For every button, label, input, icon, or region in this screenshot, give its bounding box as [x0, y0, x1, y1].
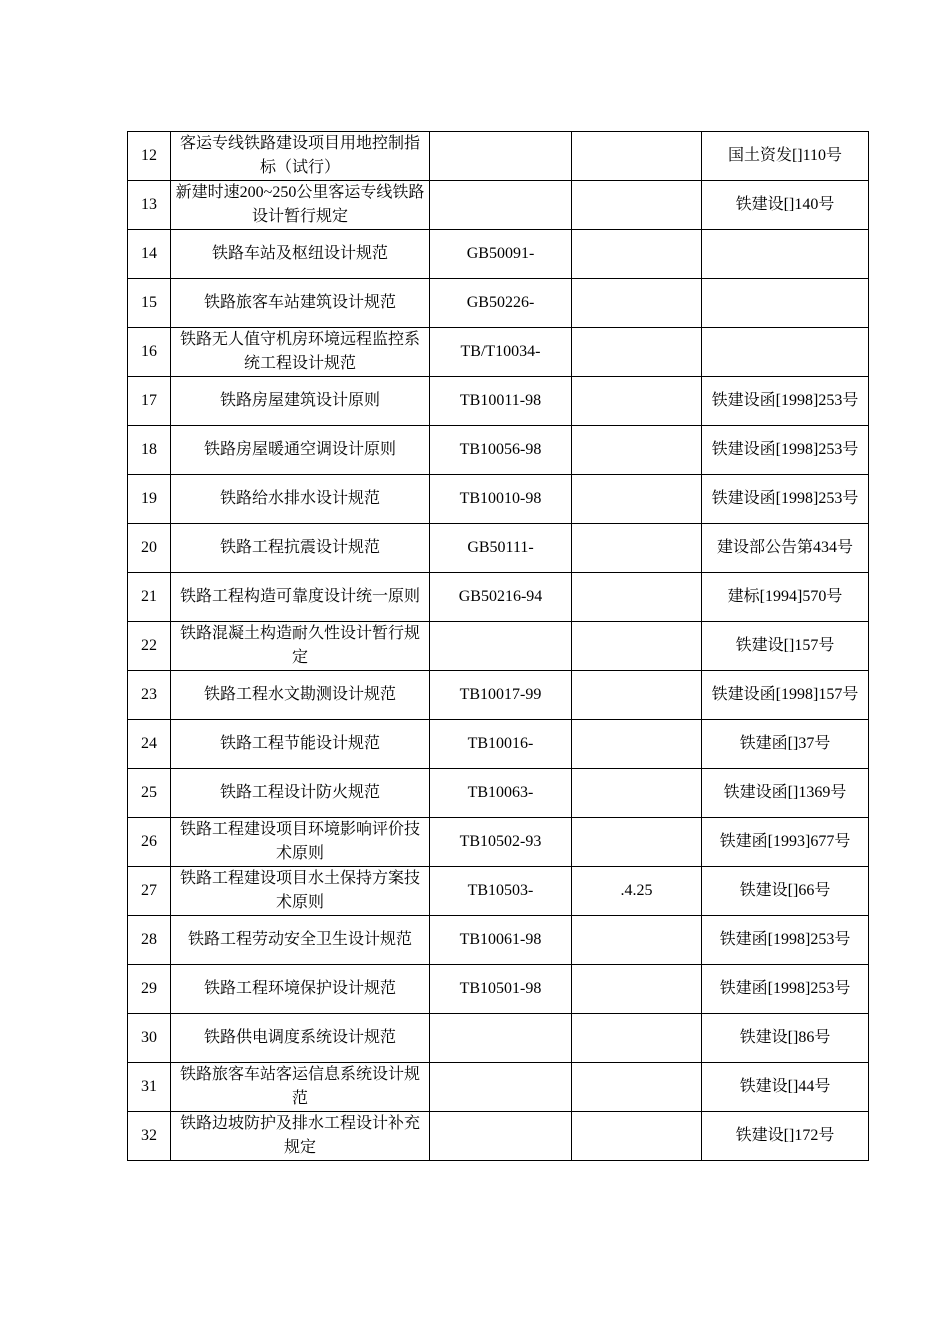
approval-document-cell: 铁建设[]66号 [702, 867, 869, 916]
standard-name-cell: 铁路车站及枢纽设计规范 [171, 230, 430, 279]
row-number-cell: 25 [128, 769, 171, 818]
standard-code-cell: TB10061-98 [430, 916, 572, 965]
row-number-cell: 21 [128, 573, 171, 622]
table-row [128, 328, 869, 377]
approval-document-cell: 铁建设函[]1369号 [702, 769, 869, 818]
row-number-cell: 32 [128, 1112, 171, 1161]
effective-date-cell [572, 132, 702, 181]
approval-document-cell: 国土资发[]110号 [702, 132, 869, 181]
row-number-cell: 12 [128, 132, 171, 181]
effective-date-cell [572, 769, 702, 818]
standard-name-cell: 铁路工程环境保护设计规范 [171, 965, 430, 1014]
approval-document-cell [702, 279, 869, 328]
standard-name-cell: 铁路给水排水设计规范 [171, 475, 430, 524]
approval-document-cell: 铁建设函[1998]253号 [702, 426, 869, 475]
table-row [128, 230, 869, 279]
row-number-cell: 15 [128, 279, 171, 328]
standard-name-cell: 铁路工程节能设计规范 [171, 720, 430, 769]
approval-document-cell: 铁建函[1998]253号 [702, 965, 869, 1014]
table-row [128, 377, 869, 426]
table-row [128, 1014, 869, 1063]
effective-date-cell [572, 622, 702, 671]
standard-name-cell: 铁路工程构造可靠度设计统一原则 [171, 573, 430, 622]
row-number-cell: 13 [128, 181, 171, 230]
standard-code-cell [430, 1063, 572, 1112]
standard-code-cell: TB10056-98 [430, 426, 572, 475]
standard-code-cell: TB10502-93 [430, 818, 572, 867]
standard-name-cell: 铁路工程水文勘测设计规范 [171, 671, 430, 720]
effective-date-cell [572, 279, 702, 328]
table-row [128, 573, 869, 622]
table-row [128, 818, 869, 867]
table-row [128, 181, 869, 230]
effective-date-cell [572, 328, 702, 377]
standard-code-cell [430, 132, 572, 181]
table-row [128, 524, 869, 573]
effective-date-cell [572, 524, 702, 573]
row-number-cell: 30 [128, 1014, 171, 1063]
standard-code-cell: TB10010-98 [430, 475, 572, 524]
standard-name-cell: 铁路旅客车站建筑设计规范 [171, 279, 430, 328]
approval-document-cell [702, 328, 869, 377]
table-row [128, 769, 869, 818]
standard-name-cell: 铁路无人值守机房环境远程监控系统工程设计规范 [171, 328, 430, 377]
standard-name-cell: 铁路工程建设项目环境影响评价技术原则 [171, 818, 430, 867]
table-row [128, 1112, 869, 1161]
approval-document-cell: 铁建函[1998]253号 [702, 916, 869, 965]
standard-code-cell: GB50111- [430, 524, 572, 573]
approval-document-cell: 铁建设[]172号 [702, 1112, 869, 1161]
effective-date-cell [572, 181, 702, 230]
standard-name-cell: 铁路工程劳动安全卫生设计规范 [171, 916, 430, 965]
standard-name-cell: 铁路工程抗震设计规范 [171, 524, 430, 573]
approval-document-cell: 铁建设[]140号 [702, 181, 869, 230]
standard-code-cell: TB10503- [430, 867, 572, 916]
approval-document-cell: 铁建设函[1998]253号 [702, 475, 869, 524]
table-row [128, 475, 869, 524]
approval-document-cell: 铁建设[]44号 [702, 1063, 869, 1112]
standard-code-cell: TB10501-98 [430, 965, 572, 1014]
table-row [128, 426, 869, 475]
approval-document-cell: 建标[1994]570号 [702, 573, 869, 622]
approval-document-cell: 建设部公告第434号 [702, 524, 869, 573]
effective-date-cell [572, 377, 702, 426]
standard-code-cell: TB10063- [430, 769, 572, 818]
table-row [128, 132, 869, 181]
effective-date-cell [572, 1014, 702, 1063]
effective-date-cell [572, 916, 702, 965]
approval-document-cell: 铁建设函[1998]157号 [702, 671, 869, 720]
standard-code-cell [430, 1112, 572, 1161]
table-row [128, 916, 869, 965]
row-number-cell: 17 [128, 377, 171, 426]
table-row [128, 720, 869, 769]
standard-code-cell: TB10011-98 [430, 377, 572, 426]
table-body [128, 132, 869, 1161]
effective-date-cell [572, 720, 702, 769]
row-number-cell: 28 [128, 916, 171, 965]
effective-date-cell [572, 573, 702, 622]
standard-name-cell: 铁路房屋建筑设计原则 [171, 377, 430, 426]
approval-document-cell: 铁建设[]86号 [702, 1014, 869, 1063]
row-number-cell: 22 [128, 622, 171, 671]
standard-name-cell: 铁路旅客车站客运信息系统设计规范 [171, 1063, 430, 1112]
effective-date-cell [572, 426, 702, 475]
approval-document-cell: 铁建函[1993]677号 [702, 818, 869, 867]
standard-code-cell: GB50216-94 [430, 573, 572, 622]
table-row [128, 867, 869, 916]
row-number-cell: 23 [128, 671, 171, 720]
standard-code-cell [430, 181, 572, 230]
approval-document-cell [702, 230, 869, 279]
standard-name-cell: 铁路房屋暖通空调设计原则 [171, 426, 430, 475]
effective-date-cell [572, 671, 702, 720]
table-row [128, 622, 869, 671]
standard-name-cell: 客运专线铁路建设项目用地控制指标（试行） [171, 132, 430, 181]
row-number-cell: 27 [128, 867, 171, 916]
effective-date-cell [572, 1112, 702, 1161]
standard-code-cell: TB/T10034- [430, 328, 572, 377]
row-number-cell: 16 [128, 328, 171, 377]
standard-name-cell: 铁路供电调度系统设计规范 [171, 1014, 430, 1063]
approval-document-cell: 铁建函[]37号 [702, 720, 869, 769]
standard-code-cell: GB50091- [430, 230, 572, 279]
effective-date-cell [572, 965, 702, 1014]
standards-table [127, 131, 869, 1161]
approval-document-cell: 铁建设函[1998]253号 [702, 377, 869, 426]
standard-name-cell: 铁路边坡防护及排水工程设计补充规定 [171, 1112, 430, 1161]
table-row [128, 279, 869, 328]
standard-name-cell: 新建时速200~250公里客运专线铁路设计暂行规定 [171, 181, 430, 230]
standard-code-cell [430, 1014, 572, 1063]
standard-code-cell: GB50226- [430, 279, 572, 328]
row-number-cell: 26 [128, 818, 171, 867]
effective-date-cell [572, 1063, 702, 1112]
row-number-cell: 14 [128, 230, 171, 279]
row-number-cell: 24 [128, 720, 171, 769]
approval-document-cell: 铁建设[]157号 [702, 622, 869, 671]
table-row [128, 965, 869, 1014]
standard-name-cell: 铁路工程设计防火规范 [171, 769, 430, 818]
row-number-cell: 20 [128, 524, 171, 573]
table-row [128, 1063, 869, 1112]
row-number-cell: 18 [128, 426, 171, 475]
row-number-cell: 29 [128, 965, 171, 1014]
standard-name-cell: 铁路工程建设项目水土保持方案技术原则 [171, 867, 430, 916]
standard-code-cell: TB10016- [430, 720, 572, 769]
row-number-cell: 19 [128, 475, 171, 524]
standard-code-cell [430, 622, 572, 671]
row-number-cell: 31 [128, 1063, 171, 1112]
effective-date-cell [572, 230, 702, 279]
effective-date-cell [572, 818, 702, 867]
standard-code-cell: TB10017-99 [430, 671, 572, 720]
table-row [128, 671, 869, 720]
effective-date-cell [572, 475, 702, 524]
standard-name-cell: 铁路混凝土构造耐久性设计暂行规定 [171, 622, 430, 671]
effective-date-cell: .4.25 [572, 867, 702, 916]
